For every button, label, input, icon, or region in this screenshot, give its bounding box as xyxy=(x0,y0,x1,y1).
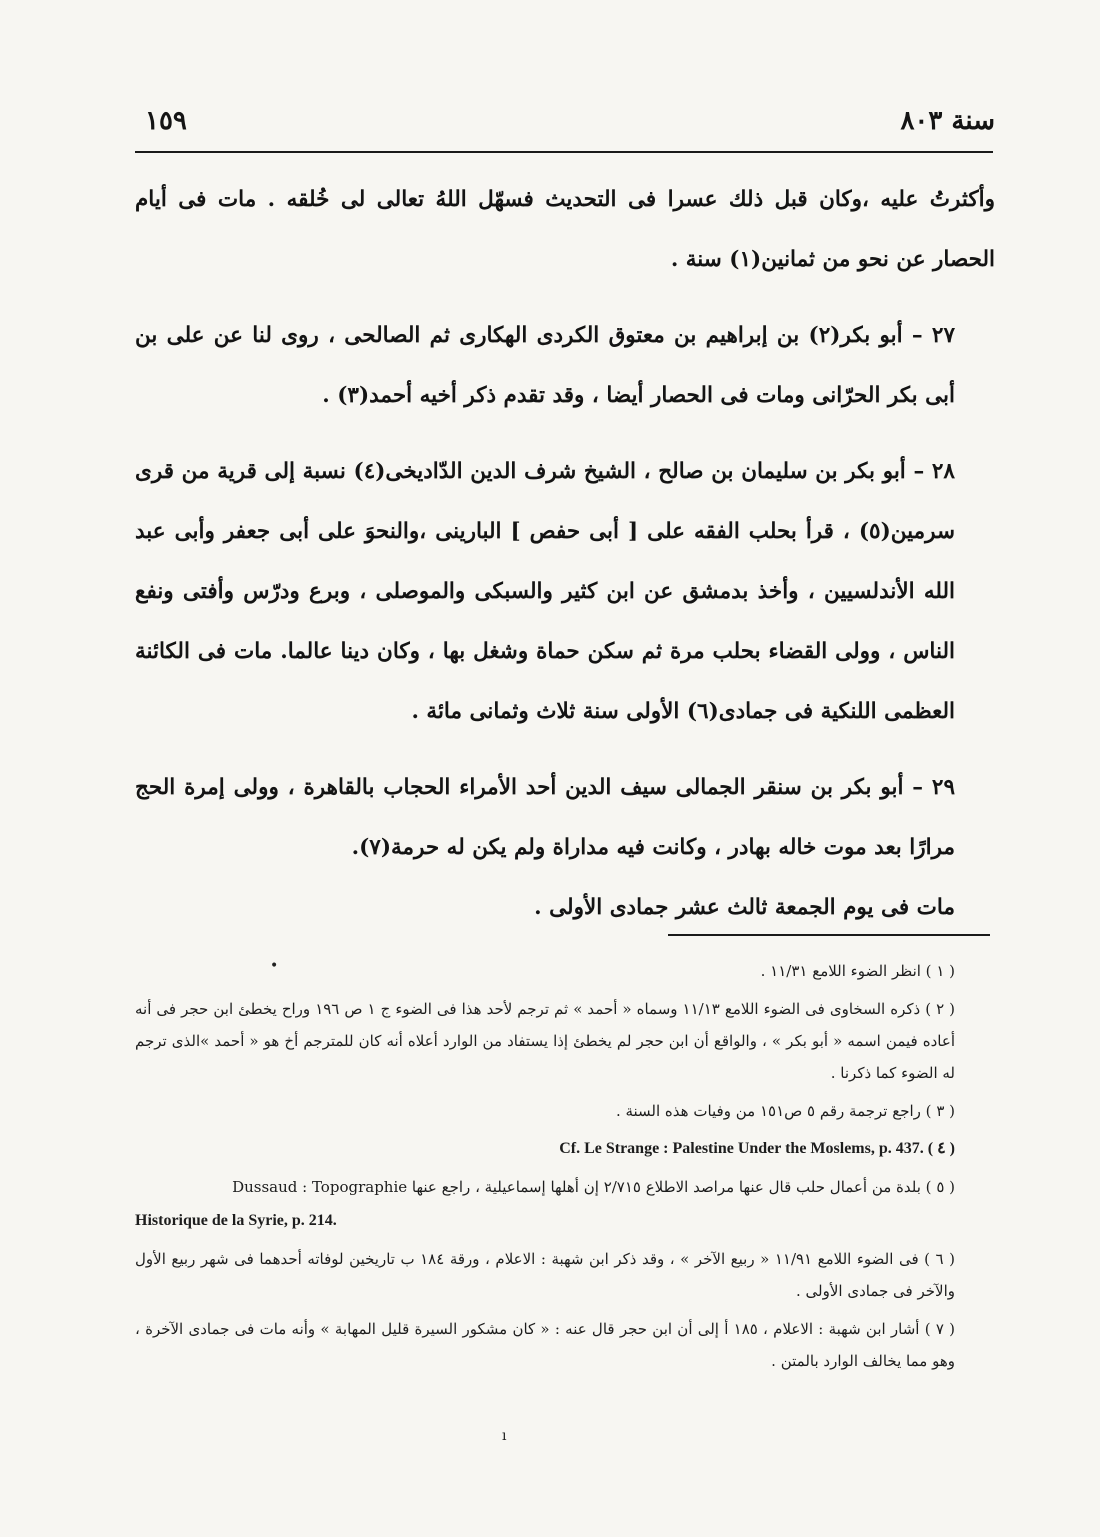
footnote-5: ( ٥ ) بلدة من أعمال حلب قال عنها مراصد الاطلاع ٢/٧١٥ إن أهلها إسماعيلية ، راجع عنها Dussaud : Topographie xyxy=(232,1178,955,1196)
entry-29: ٢٩ – أبو بكر بن سنقر الجمالى سيف الدين أحد الأمراء الحجاب بالقاهرة ، وولى إمرة الحج مرارًا بعد موت خاله بهادر ، وكانت فيه مداراة ولم يكن له حرمة(٧). xyxy=(135,775,955,860)
footnote-5-continuation: Historique de la Syrie, p. 214. xyxy=(135,1212,337,1229)
entry-28: ٢٨ – أبو بكر بن سليمان بن صالح ، الشيخ شرف الدين الدّاديخى(٤) نسبة إلى قرية من قرى سرمين(٥) ، قرأ بحلب الفقه على [ أبى حفص ] البارينى ،والنحوَ على أبى جعفر وأبى عبد الله الأندلسيين ، وأخذ بدمشق عن ابن كثير والسبكى والموصلى ، وبرع ودرّس وأفتى ونفع الناس ، وولى القضاء بحلب مرة ثم سكن حماة وشغل بها ، وكان دينا عالما. مات فى الكائنة العظمى اللنكية فى جمادى(٦) الأولى سنة ثلاث وثمانى مائة . xyxy=(135,459,955,724)
footnote-4: Cf. Le Strange : Palestine Under the Moslems, p. 437. ( ٤ ) xyxy=(559,1140,955,1157)
header-rule xyxy=(135,151,993,153)
footnote-6: ( ٦ ) فى الضوء اللامع ١١/٩١ « ربيع الآخر » ، وقد ذكر ابن شهبة : الاعلام ، ورقة ١٨٤ ب تاريخين لوفاته أحدهما فى شهر ربيع الأول والآخر فى جمادى الأولى . xyxy=(135,1250,955,1300)
paragraph-continuation: وأكثرتُ عليه ،وكان قبل ذلك عسرا فى التحديث فسهّل اللهُ تعالى لى خُلقه . مات فى أيام الحصار عن نحو من ثمانين(١) سنة . xyxy=(135,187,995,272)
main-text xyxy=(135,170,995,938)
entry-29-death: مات فى يوم الجمعة ثالث عشر جمادى الأولى . xyxy=(534,895,955,920)
running-title: سنة ٨٠٣ xyxy=(900,106,995,136)
footnote-rule xyxy=(668,934,990,936)
page-number: ١٥٩ xyxy=(145,106,187,136)
footnote-2: ( ٢ ) ذكره السخاوى فى الضوء اللامع ١١/١٣ وسماه « أحمد » ثم ترجم لأحد هذا فى الضوء ج ١ ص ١٩٦ وراح يخطئ ابن حجر فى أنه أعاده فيمن اسمه « أبو بكر » ، والواقع أن ابن حجر لم يخطئ إذا يستفاد من الوارد أعلاه أنه كان للمترجم أخ هو « أحمد »الذى ترجم له الضوء كما ذكرنا . xyxy=(135,1000,956,1082)
footnote-7: ( ٧ ) أشار ابن شهبة : الاعلام ، ١٨٥ أ إلى أن ابن حجر قال عنه : « كان مشكور السيرة قليل المهابة » وأنه مات فى جمادى الآخرة ، وهو مما يخالف الوارد بالمتن . xyxy=(135,1320,955,1370)
bottom-mark: ı xyxy=(502,1428,507,1444)
stray-dot-mark: • xyxy=(270,958,279,974)
footnote-3: ( ٣ ) راجع ترجمة رقم ٥ ص١٥١ من وفيات هذه السنة . xyxy=(615,1102,955,1120)
entry-27: ٢٧ – أبو بكر(٢) بن إبراهيم بن معتوق الكردى الهكارى ثم الصالحى ، روى لنا عن على بن أبى بكر الحرّانى ومات فى الحصار أيضا ، وقد تقدم ذكر أخيه أحمد(٣) . xyxy=(135,323,955,408)
page-header xyxy=(135,98,995,148)
footnote-1: ( ١ ) انظر الضوء اللامع ١١/٣١ . xyxy=(760,962,955,980)
footnotes xyxy=(135,955,955,1383)
